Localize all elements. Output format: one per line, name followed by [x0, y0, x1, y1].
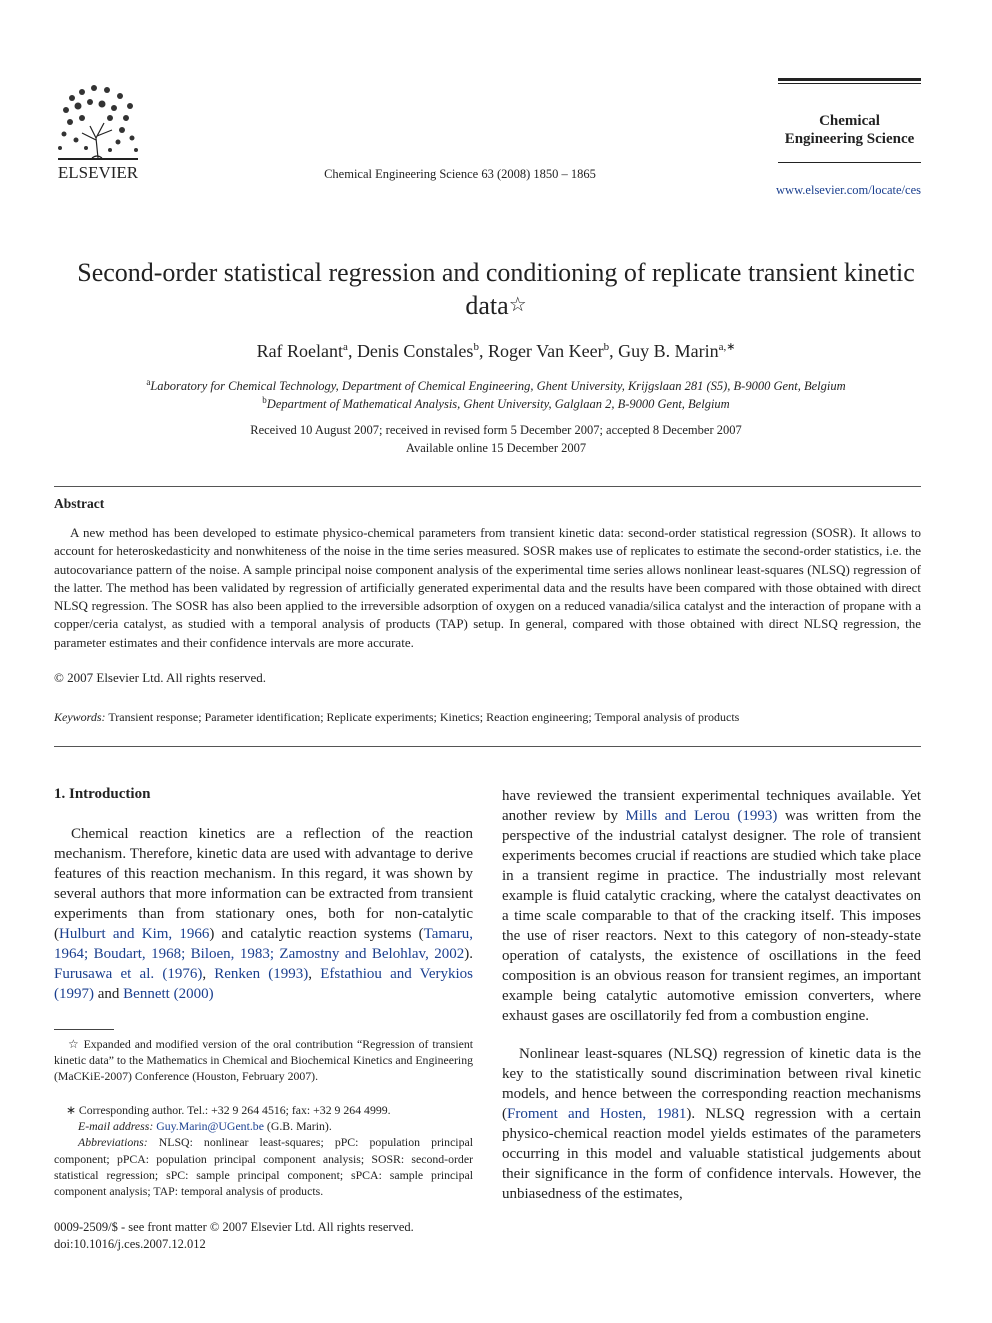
citation-link[interactable]: Mills and Lerou (1993) — [625, 808, 778, 824]
author-name: Roger Van Keer — [487, 341, 604, 361]
section-heading-introduction: 1. Introduction — [54, 786, 151, 802]
citation-link[interactable]: Efstathiou and Verykios (1997) — [54, 966, 474, 1002]
journal-url-text[interactable]: www.elsevier.com/locate/ces — [776, 183, 921, 197]
email-suffix: (G.B. Marin). — [263, 1119, 332, 1134]
affiliation-a: $^a$Laboratory for Chemical Technology, Department of Chemical Engineering, Ghent University, Krijgslaan 281 (S5), B-9000 Gent, Belgium — [146, 377, 846, 394]
footnote-title — [54, 1036, 473, 1085]
elsevier-tree-icon — [52, 78, 144, 180]
header-rule — [778, 83, 921, 84]
footnote-mark: ∗ — [66, 1103, 76, 1117]
author-name: Guy B. Marin — [618, 341, 719, 361]
affiliation-b: $^b$Department of Mathematical Analysis, Ghent University, Galglaan 2, B-9000 Gent, Belgium — [262, 395, 730, 412]
publisher-wordmark: ELSEVIER — [57, 163, 139, 180]
journal-citation: Chemical Engineering Science 63 (2008) 1850 – 1865 — [324, 167, 596, 181]
email-label: E-mail address: — [78, 1119, 154, 1134]
keywords-label: Keywords: — [54, 710, 106, 724]
journal-name-line: Chemical — [819, 113, 880, 129]
author-name: Denis Constales — [356, 341, 474, 361]
intro-paragraph: Chemical reaction kinetics are a reflection of the reaction mechanism. Therefore, kinetic data are used with advantage to derive features of this reaction mechanism. In this regard, it was shown by several authors that more information can be extracted from transient experiments than from stationary ones, both for non-catalytic (Hulburt and Kim, 1966) and catalytic reaction systems (Tamaru, 1964; Boudart, 1968; Biloen, 1983; Zamostny and Belohlav, 2002). Furusawa et al. (1976), Renken (1993), Efstathiou and Verykios (1997) and Bennett (2000) — [54, 826, 474, 1002]
citation-link[interactable]: Tamaru, 1964; Boudart, 1968; Biloen, 1983; Zamostny and Belohlav, 2002 — [54, 926, 473, 962]
article-title — [60, 256, 932, 322]
author-affil-mark: a — [343, 341, 348, 353]
affiliation-text: Department of Mathematical Analysis, Ghent University, Galglaan 2, B-9000 Gent, Belgium — [266, 397, 730, 412]
author-affil-mark: a,∗ — [718, 341, 736, 353]
footnote-corresponding — [54, 1102, 473, 1199]
citation-link[interactable]: Furusawa et al. (1976) — [54, 966, 203, 982]
abstract-copyright: © 2007 Elsevier Ltd. All rights reserved. — [54, 670, 267, 685]
author-affil-mark: b — [473, 341, 479, 353]
footnote-text: Expanded and modified version of the oral contribution “Regression of transient kinetic data” to the Mathematics in Chemical and Biochemical Kinetics and Engineering (MaCKiE-2007) Conference (Houston, February 2007). — [54, 1037, 474, 1084]
citation-link[interactable]: Froment and Hosten, 1981 — [507, 1106, 687, 1122]
author-affil-mark: b — [603, 341, 610, 353]
received-dates: Received 10 August 2007; received in revised form 5 December 2007; accepted 8 December 2007 — [250, 423, 742, 437]
journal-url-link[interactable] — [740, 183, 921, 198]
section-divider — [54, 486, 921, 487]
available-online-date: Available online 15 December 2007 — [405, 441, 587, 455]
abbreviations-label: Abbreviations: — [78, 1135, 148, 1150]
issn-line: 0009-2509/$ - see front matter © 2007 Elsevier Ltd. All rights reserved. — [54, 1220, 414, 1234]
citation-link[interactable]: Renken (1993) — [214, 966, 309, 982]
title-footnote-mark[interactable]: ☆ — [508, 294, 527, 316]
email-link[interactable]: Guy.Marin@UGent.be — [156, 1119, 264, 1134]
section-divider — [54, 746, 921, 747]
keywords — [54, 710, 739, 725]
elsevier-logo — [52, 78, 144, 180]
intro-paragraph: Nonlinear least-squares (NLSQ) regression of kinetic data is the key to the statistically sound discrimination between rival kinetic models, and hence between the corresponding reaction mechanisms (Froment and Hosten, 1981). NLSQ regression with a certain physico-chemical reaction model yields estimates of the parameters occurring in this model and valuable statistical judgements about their significance in the form of confidence intervals. However, the unbiasedness of the estimates, — [502, 1046, 921, 1202]
journal-title-box — [778, 78, 921, 163]
front-matter — [54, 1219, 414, 1253]
journal-name-line: Engineering Science — [784, 131, 915, 147]
affiliation-text: Laboratory for Chemical Technology, Department of Chemical Engineering, Ghent University, Krijgslaan 281 (S5), B-9000 Gent, Belgium — [150, 379, 846, 394]
abbreviations-text: NLSQ: nonlinear least-squares; pPC: population principal component; pPCA: population principal component analysis; SOSR: second-order statistical regression; sPC: sample principal component; sPCA: sample principal component analysis; TAP: temporal analysis of products. — [54, 1135, 473, 1199]
header-rule — [778, 162, 921, 163]
intro-paragraph: have reviewed the transient experimental techniques available. Yet another review by Mills and Lerou (1993) was written from the perspective of the industrial catalyst designer. The role of transient experiments becomes crucial if reactions are studied which take place in a transient regime in practice. The industrially most relevant example is fluid catalytic cracking, where the catalyst deactivates on a time scale comparable to that of the cracking itself. This imposes the use of riser reactors. Next to this category of non-steady-state operation of catalysts, the existence of oscillations in the feed composition is an obvious reason for transient regimes, an important example being catalytic automotive emission converters, where exhaust gases are oscillatorily fed from a combustion engine. — [502, 788, 921, 1024]
header-rule — [778, 78, 921, 81]
article-title-text: Second-order statistical regression and conditioning of replicate transient kinetic data — [77, 258, 915, 320]
author-list: Raf Roelant$^a$, Denis Constales$^b$, Roger Van Keer$^b$, Guy B. Marin$^{a,∗}$ — [256, 341, 736, 361]
author-name: Raf Roelant — [256, 341, 344, 361]
corresponding-author-text: Corresponding author. Tel.: +32 9 264 4516; fax: +32 9 264 4999. — [78, 1103, 391, 1117]
keywords-list: Transient response; Parameter identification; Replicate experiments; Kinetics; Reaction engineering; Temporal analysis of products — [108, 710, 740, 724]
journal-name — [778, 112, 921, 148]
footnote-rule — [54, 1029, 114, 1030]
abstract-heading: Abstract — [54, 496, 105, 511]
citation-link[interactable]: Bennett (2000) — [123, 986, 214, 1002]
abstract-body: A new method has been developed to estimate physico-chemical parameters from transient kinetic data: second-order statistical regression (SOSR). It allows to account for heteroskedasticity and nonwhiteness of the noise in the time series measured. SOSR makes use of replicates to estimate the second-order statistics, i.e. the autocovariance pattern of the noise. A sample principal noise component analysis of the experimental time series allows nonlinear least-squares (NLSQ) regression of the latter. The method has been validated by regression of artificially generated experimental data and the results have been compared with those obtained with direct NLSQ regression. The SOSR has also been applied to the irreversible adsorption of oxygen on a reduced vanadia/silica catalyst and the interaction of propane with a copper/ceria catalyst, as studied with a temporal analysis of products (TAP) setup. In general, compared with those obtained with direct NLSQ regression, the parameter estimates and their confidence intervals are more accurate. — [54, 525, 921, 650]
citation-link[interactable]: Hulburt and Kim, 1966 — [59, 926, 210, 942]
doi-line: doi:10.1016/j.ces.2007.12.012 — [54, 1237, 206, 1251]
footnote-mark: ☆ — [68, 1037, 80, 1051]
